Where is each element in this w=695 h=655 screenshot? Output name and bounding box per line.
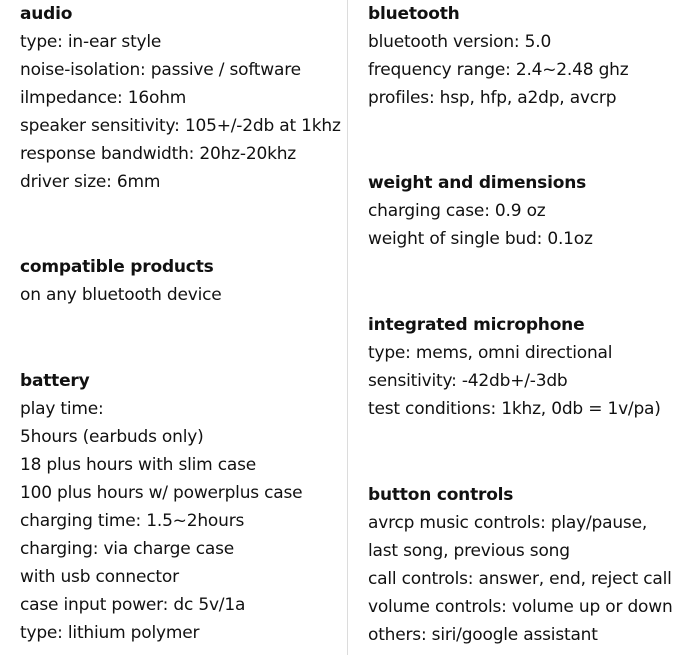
battery-section [20,367,340,647]
audio-driver-size: driver size: 6mm [20,172,161,192]
weight-single-bud: weight of single bud: 0.1oz [368,229,593,249]
microphone-type: type: mems, omni directional [368,343,613,363]
audio-section [20,0,340,196]
microphone-sensitivity: sensitivity: -42db+/-3db [368,371,568,391]
weight-section [368,169,693,253]
spec-column-right [368,0,693,655]
buttons-music-controls: avrcp music controls: play/pause, [368,513,648,533]
battery-play-time: play time: [20,399,104,419]
weight-heading: weight and dimensions [368,173,587,193]
microphone-section [368,311,693,423]
audio-noise-isolation: noise-isolation: passive / software [20,60,301,80]
bluetooth-version: bluetooth version: 5.0 [368,32,552,52]
spec-column-left [20,0,340,655]
battery-usb-connector: with usb connector [20,567,179,587]
microphone-heading: integrated microphone [368,315,585,335]
audio-response-bandwidth: response bandwidth: 20hz-20khz [20,144,297,164]
microphone-test-conditions: test conditions: 1khz, 0db = 1v/pa) [368,399,661,419]
battery-heading: battery [20,371,90,391]
bluetooth-frequency-range: frequency range: 2.4~2.48 ghz [368,60,629,80]
bluetooth-heading: bluetooth [368,4,460,24]
compatible-section [20,253,340,309]
audio-type: type: in-ear style [20,32,162,52]
battery-earbuds-only: 5hours (earbuds only) [20,427,204,447]
button-controls-section [368,481,693,649]
compatible-heading: compatible products [20,257,214,277]
audio-impedance: ilmpedance: 16ohm [20,88,187,108]
button-controls-heading: button controls [368,485,514,505]
battery-charging-time: charging time: 1.5~2hours [20,511,245,531]
buttons-call-controls: call controls: answer, end, reject call [368,569,672,589]
buttons-other-controls: others: siri/google assistant [368,625,598,645]
audio-heading: audio [20,4,73,24]
battery-input-power: case input power: dc 5v/1a [20,595,246,615]
column-divider [347,0,348,655]
bluetooth-section [368,0,693,112]
compatible-device: on any bluetooth device [20,285,222,305]
audio-speaker-sensitivity: speaker sensitivity: 105+/-2db at 1khz [20,116,341,136]
bluetooth-profiles: profiles: hsp, hfp, a2dp, avcrp [368,88,617,108]
buttons-music-controls-cont: last song, previous song [368,541,570,561]
weight-charging-case: charging case: 0.9 oz [368,201,546,221]
battery-type: type: lithium polymer [20,623,200,643]
battery-charging-method: charging: via charge case [20,539,235,559]
buttons-volume-controls: volume controls: volume up or down [368,597,673,617]
battery-powerplus-case: 100 plus hours w/ powerplus case [20,483,303,503]
battery-slim-case: 18 plus hours with slim case [20,455,257,475]
